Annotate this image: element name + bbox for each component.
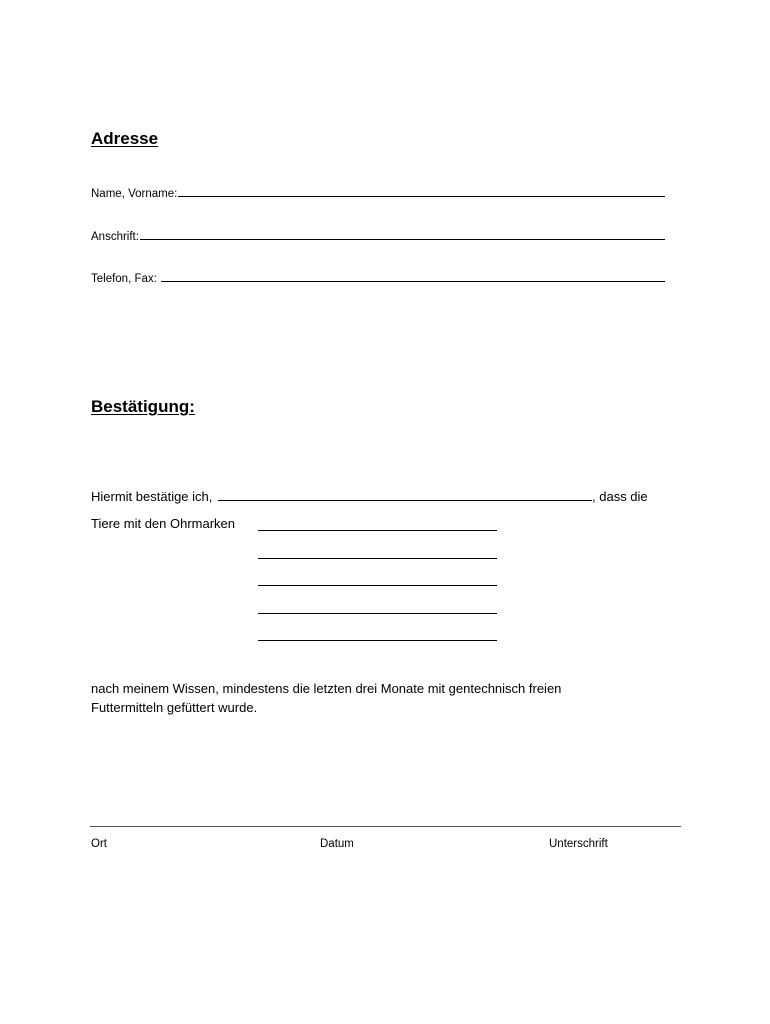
address-field-blank[interactable] [140,229,665,240]
ear-tag-line-5[interactable] [258,640,497,641]
confirmation-heading: Bestätigung: [91,397,195,416]
ear-tag-line-3[interactable] [258,585,497,586]
name-field-row [91,186,665,200]
closing-text-line-2: Futtermitteln gefüttert wurde. [91,700,258,715]
ear-tag-line-4[interactable] [258,613,497,614]
ear-tag-line-1[interactable] [258,530,497,531]
date-label: Datum [320,838,354,850]
name-field-label: Name, Vorname: [91,188,178,200]
ear-tag-line-2[interactable] [258,558,497,559]
address-field-label: Anschrift: [91,231,139,243]
signature-line[interactable] [90,826,681,827]
phone-fax-field-blank[interactable] [161,271,665,282]
confirmation-prefix: Hiermit bestätige ich, [91,489,213,504]
signature-label: Unterschrift [549,838,608,850]
closing-text-line-1: nach meinem Wissen, mindestens die letzten drei Monate mit gentechnisch freien [91,681,562,696]
ear-tags-label: Tiere mit den Ohrmarken [91,516,236,531]
name-field-blank[interactable] [178,186,665,197]
place-label: Ort [91,838,107,850]
phone-fax-field-label: Telefon, Fax: [91,273,161,285]
address-heading: Adresse [91,129,159,148]
address-field-row [91,229,665,243]
phone-fax-field-row [91,271,665,285]
confirmation-suffix: , dass die [592,489,648,504]
confirmer-name-blank[interactable] [218,488,592,501]
confirmation-line-1 [91,488,648,504]
